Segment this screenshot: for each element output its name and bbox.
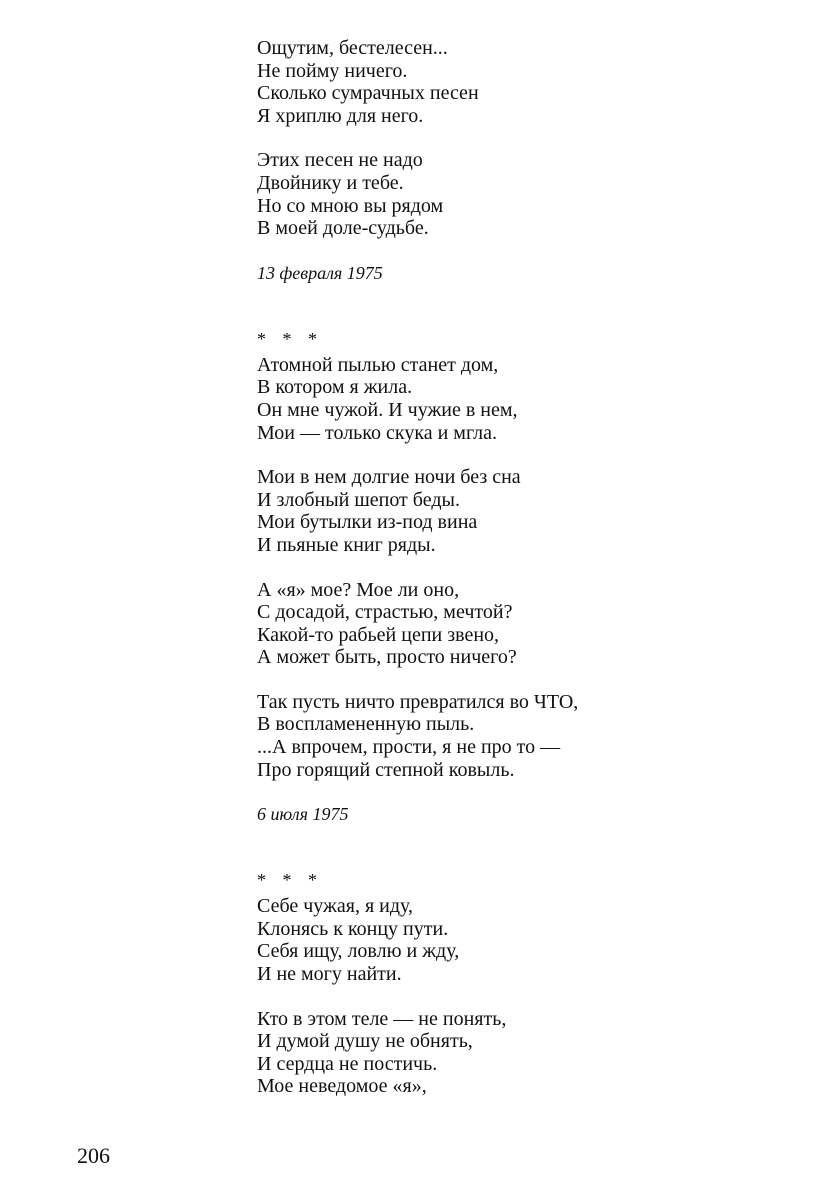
poem-line: Двойнику и тебе. <box>257 171 404 194</box>
stanza <box>257 354 777 444</box>
poem-line: Мое неведомое «я», <box>257 1075 427 1098</box>
poem-date: 6 июля 1975 <box>257 804 349 825</box>
poem-line: И злобный шепот беды. <box>257 488 460 511</box>
poem-line: А может быть, просто ничего? <box>257 646 517 669</box>
poem-line: Атомной пылью станет дом, <box>257 353 499 376</box>
poem-line: Он мне чужой. И чужие в нем, <box>257 398 518 421</box>
poem-line: Сколько сумрачных песен <box>257 82 479 105</box>
poem-line: ...А впрочем, прости, я не про то — <box>257 736 561 759</box>
poem-line: В котором я жила. <box>257 376 413 399</box>
poem-line: Себя ищу, ловлю и жду, <box>257 940 460 963</box>
poem-line: Мои — только скука и мгла. <box>257 421 498 444</box>
poem-line: И пьяные книг ряды. <box>257 533 436 556</box>
stanza <box>257 466 777 556</box>
poem-line: В воспламененную пыль. <box>257 713 475 736</box>
stanza <box>257 149 777 239</box>
poem-line: Себе чужая, я иду, <box>257 895 414 918</box>
poem-line: Кто в этом теле — не понять, <box>257 1007 507 1030</box>
stanza <box>257 1008 777 1098</box>
poem-1 <box>257 37 777 284</box>
stanza <box>257 579 777 669</box>
poem-3 <box>257 869 777 1098</box>
poem-line: И не могу найти. <box>257 963 402 986</box>
poem-line: Так пусть ничто превратился во ЧТО, <box>257 690 579 713</box>
poem-separator: * * * <box>257 328 323 349</box>
poem-line: Про горящий степной ковыль. <box>257 758 515 781</box>
poem-date: 13 февраля 1975 <box>257 262 383 283</box>
poem-line: Я хриплю для него. <box>257 104 424 127</box>
poem-line: А «я» мое? Мое ли оно, <box>257 578 460 601</box>
poem-page <box>257 37 777 1120</box>
poem-line: Этих песен не надо <box>257 149 423 172</box>
stanza <box>257 691 777 781</box>
poem-2 <box>257 328 777 826</box>
poem-line: В моей доле-судьбе. <box>257 217 429 240</box>
stanza <box>257 37 777 127</box>
page-number: 206 <box>77 1143 110 1168</box>
poem-line: Но со мною вы рядом <box>257 194 444 217</box>
poem-line: Какой-то рабьей цепи звено, <box>257 623 500 646</box>
stanza <box>257 895 777 985</box>
poem-line: И думой душу не обнять, <box>257 1030 473 1053</box>
poem-line: И сердца не постичь. <box>257 1052 438 1075</box>
poem-line: Мои в нем долгие ночи без сна <box>257 466 521 489</box>
poem-line: Ощутим, бестелесен... <box>257 37 448 59</box>
poem-separator: * * * <box>257 870 323 891</box>
poem-line: С досадой, страстью, мечтой? <box>257 601 513 624</box>
poem-line: Мои бутылки из-под вина <box>257 511 478 534</box>
poem-line: Не пойму ничего. <box>257 59 408 82</box>
poem-line: Клонясь к концу пути. <box>257 917 449 940</box>
